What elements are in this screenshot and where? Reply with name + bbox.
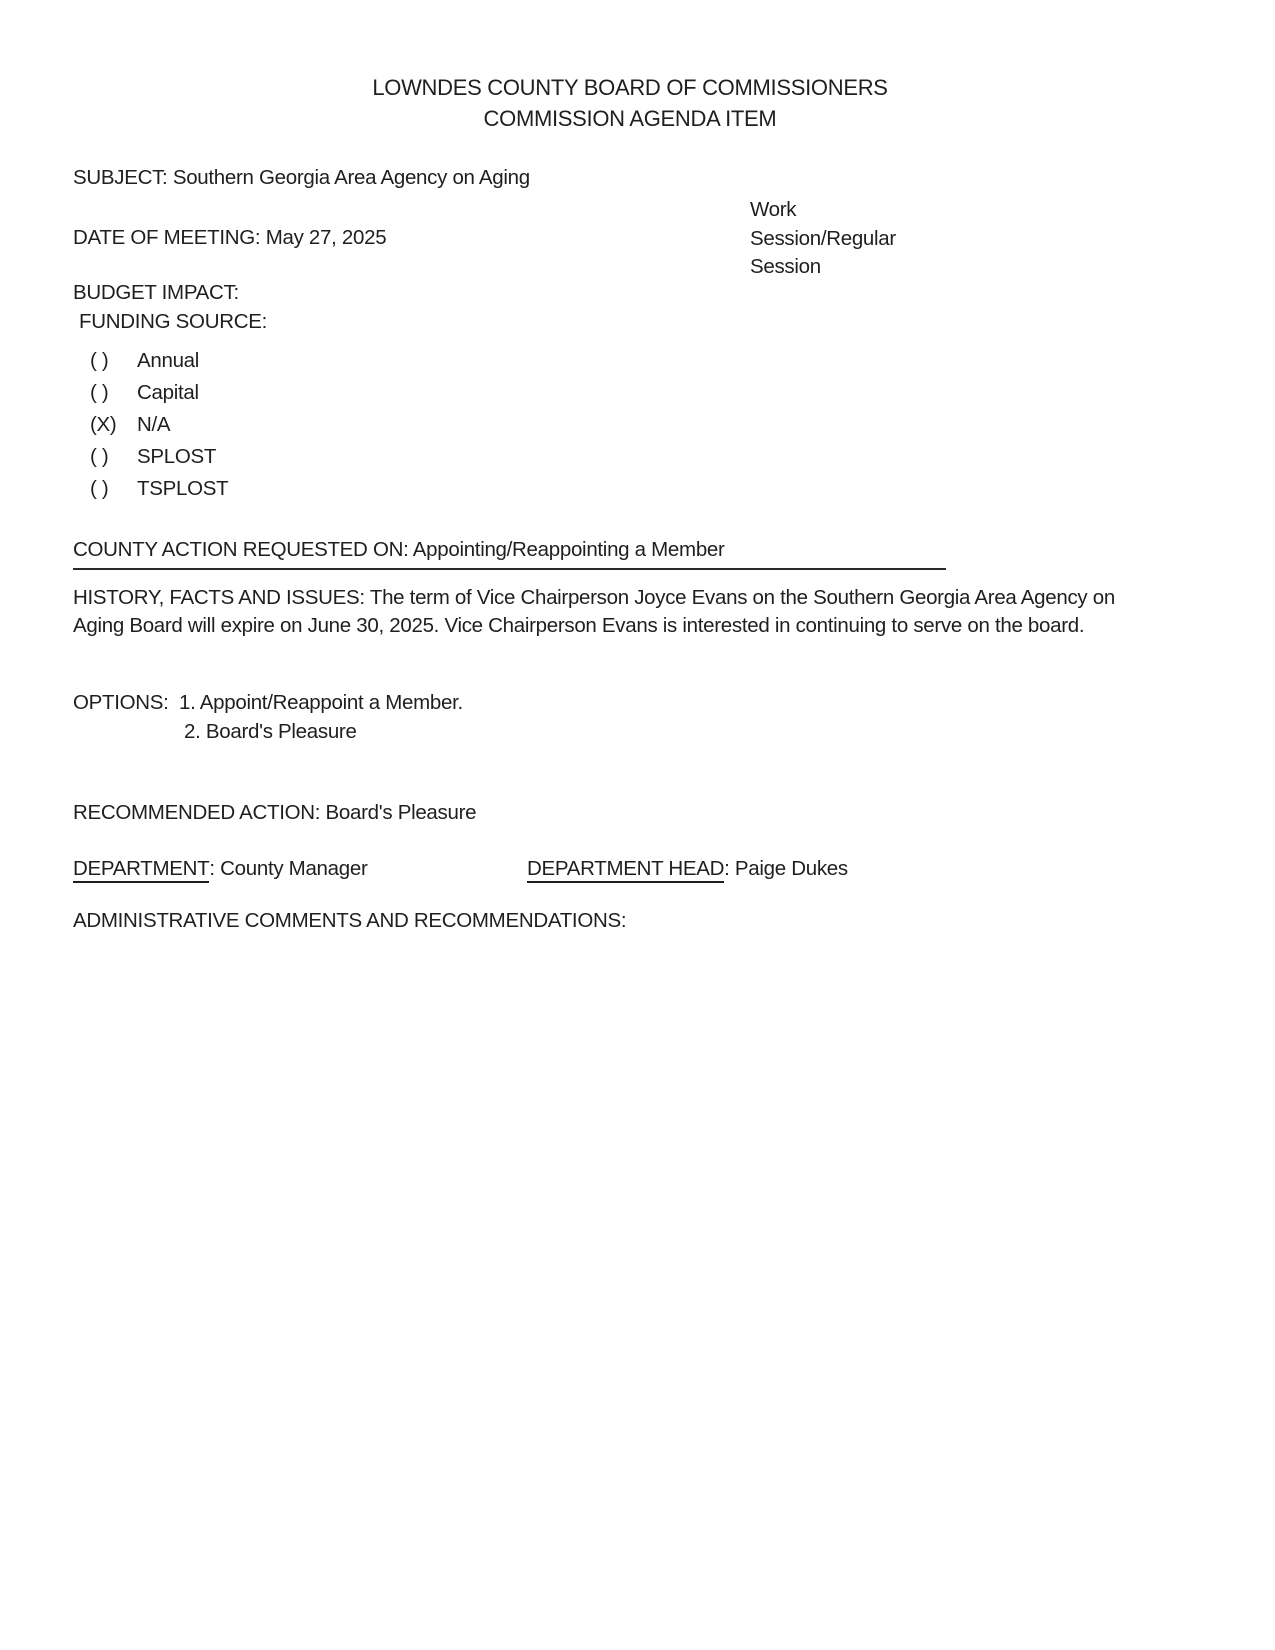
option-1: 1. Appoint/Reappoint a Member. bbox=[179, 690, 463, 714]
department-cell bbox=[73, 855, 527, 884]
funding-option-na bbox=[73, 411, 1187, 443]
administrative-comments-label: ADMINISTRATIVE COMMENTS AND RECOMMENDATIONS: bbox=[73, 909, 627, 932]
budget-impact-label: BUDGET IMPACT: bbox=[73, 281, 239, 304]
option-2: 2. Board's Pleasure bbox=[184, 719, 357, 743]
funding-option-label: Capital bbox=[137, 381, 199, 404]
checkbox-mark-checked: (X) bbox=[90, 413, 117, 436]
funding-option-annual bbox=[73, 347, 1187, 379]
checkbox-mark: ( ) bbox=[90, 349, 109, 372]
department-head-value: : Paige Dukes bbox=[724, 856, 848, 880]
subject-line: SUBJECT: Southern Georgia Area Agency on Aging bbox=[73, 166, 530, 189]
funding-option-label: SPLOST bbox=[137, 445, 217, 468]
recommended-action-line: RECOMMENDED ACTION: Board's Pleasure bbox=[73, 801, 477, 824]
funding-option-tsplost bbox=[73, 475, 1187, 507]
department-head-label: DEPARTMENT HEAD bbox=[527, 857, 724, 883]
options-label: OPTIONS: bbox=[73, 690, 169, 714]
document-title bbox=[73, 72, 1187, 134]
checkbox-mark: ( ) bbox=[90, 477, 109, 500]
funding-option-label: Annual bbox=[137, 349, 200, 372]
department-value: : County Manager bbox=[209, 856, 368, 880]
department-label: DEPARTMENT bbox=[73, 857, 209, 883]
funding-source-label: FUNDING SOURCE: bbox=[79, 309, 267, 333]
funding-option-splost bbox=[73, 443, 1187, 475]
checkbox-mark: ( ) bbox=[90, 381, 109, 404]
title-line-1: LOWNDES COUNTY BOARD OF COMMISSIONERS bbox=[372, 75, 888, 100]
history-facts-issues-paragraph: HISTORY, FACTS AND ISSUES: The term of Vice Chairperson Joyce Evans on the Southern Georgia Area Agency on Aging Board will expire on June 30, 2025. Vice Chairperson Evans is interested in continuing to serve on the board. bbox=[73, 585, 1115, 637]
funding-option-label: N/A bbox=[137, 413, 171, 436]
options-list bbox=[179, 689, 463, 747]
checkbox-mark: ( ) bbox=[90, 445, 109, 468]
funding-source-options bbox=[73, 347, 1187, 507]
funding-option-label: TSPLOST bbox=[137, 477, 229, 500]
session-type: Work Session/Regular Session bbox=[750, 198, 896, 278]
funding-option-capital bbox=[73, 379, 1187, 411]
title-line-2: COMMISSION AGENDA ITEM bbox=[483, 106, 777, 131]
county-action-requested-line: COUNTY ACTION REQUESTED ON: Appointing/Reappointing a Member bbox=[73, 536, 946, 570]
department-row bbox=[73, 855, 1187, 884]
date-of-meeting-line: DATE OF MEETING: May 27, 2025 bbox=[73, 225, 387, 249]
options-section bbox=[73, 689, 1187, 747]
department-head-cell bbox=[527, 855, 848, 884]
